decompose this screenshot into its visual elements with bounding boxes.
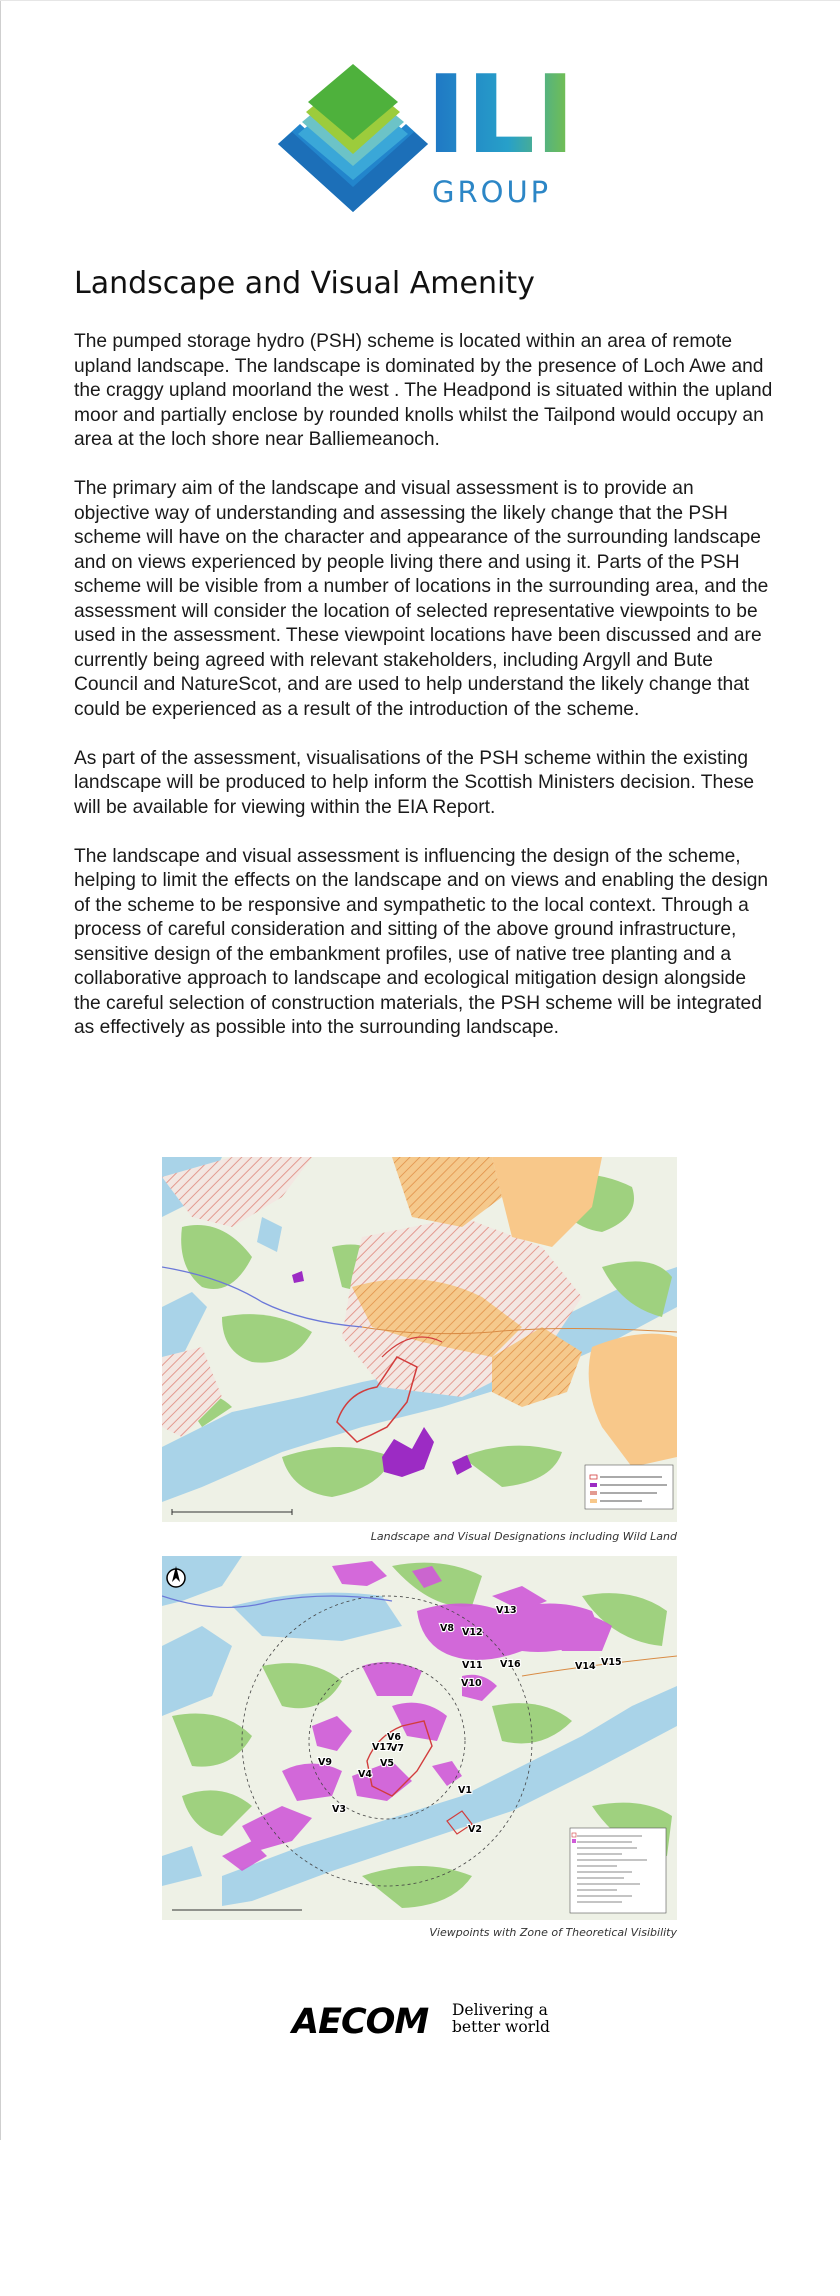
logo-group-wordmark: GROUP — [432, 175, 552, 209]
viewpoints-ztv-map — [162, 1556, 677, 1920]
figure-caption-viewpoints: Viewpoints with Zone of Theoretical Visibility — [429, 1926, 677, 1939]
viewpoint-label: V4 — [358, 1769, 372, 1780]
viewpoint-label: V6 — [387, 1732, 401, 1743]
viewpoint-label: V15 — [601, 1657, 622, 1668]
viewpoint-label: V8 — [440, 1623, 454, 1634]
viewpoint-label: V13 — [496, 1605, 517, 1616]
viewpoint-label: V7 — [390, 1743, 404, 1754]
aecom-tagline-line2: better world — [452, 2018, 550, 2036]
figure-caption-designations: Landscape and Visual Designations including Wild Land — [370, 1530, 677, 1543]
aecom-tagline-line1: Delivering a — [452, 2001, 548, 2019]
viewpoint-label: V1 — [458, 1785, 472, 1796]
paragraph-visualisations: As part of the assessment, visualisations of the PSH scheme within the existing landscape will be produced to help inform the Scottish Ministers decision. These will be available for viewing within the EIA Report. — [74, 747, 755, 818]
viewpoint-label: V5 — [380, 1758, 394, 1769]
viewpoint-label: V16 — [500, 1659, 521, 1670]
ili-group-logo — [278, 53, 576, 212]
aecom-tagline — [452, 2002, 550, 2036]
body-text — [74, 330, 774, 1065]
viewpoint-label: V12 — [462, 1627, 483, 1638]
viewpoint-label: V14 — [575, 1661, 596, 1672]
viewpoint-label: V3 — [332, 1804, 346, 1815]
aecom-wordmark: AECOM — [292, 2002, 429, 2042]
viewpoint-label: V9 — [318, 1757, 332, 1768]
logo-diamond-mark — [278, 62, 428, 212]
logo-ili-wordmark: ILI — [426, 53, 576, 178]
paragraph-setting: The pumped storage hydro (PSH) scheme is located within an area of remote upland landscape. The landscape is dominated by the presence of Loch Awe and the craggy upland moorland the west . The Headpond is situated within the upland moor and partially enclose by rounded knolls whilst the Tailpond would occupy an area at the loch shore near Balliemeanoch. — [74, 331, 773, 450]
viewpoint-label: V10 — [461, 1678, 482, 1689]
paragraph-aim: The primary aim of the landscape and visual assessment is to provide an objective way of understanding and assessing the likely change that the PSH scheme will have on the character and appearance of the surrounding landscape and on views experienced by people living there and using it. Parts of the PSH scheme will be visible from a number of locations in the surrounding area, and the assessment will consider the location of selected representative viewpoints to be used in the assessment. These viewpoint locations have been discussed and are currently being agreed with relevant stakeholders, including Argyll and Bute Council and NatureScot, and are used to help understand the likely change that could be experienced as a result of the introduction of the scheme. — [74, 478, 769, 720]
aecom-logo — [292, 2002, 552, 2042]
viewpoint-label: V2 — [468, 1824, 482, 1835]
page-border-top — [0, 0, 840, 1]
page-border — [0, 0, 1, 2140]
paragraph-design: The landscape and visual assessment is influencing the design of the scheme, helping to limit the effects on the landscape and on views and enabling the design of the scheme to be responsive and sympathetic to the local context. Through a process of careful consideration and sitting of the above ground infrastructure, sensitive design of the embankment profiles, use of native tree planting and a collaborative approach to landscape and ecological mitigation design alongside the careful selection of construction materials, the PSH scheme will be integrated as effectively as possible into the surrounding landscape. — [74, 845, 769, 1038]
page-title: Landscape and Visual Amenity — [74, 266, 535, 301]
viewpoint-label: V11 — [462, 1660, 483, 1671]
viewpoint-label: V17 — [372, 1742, 393, 1753]
designations-map — [162, 1157, 677, 1522]
